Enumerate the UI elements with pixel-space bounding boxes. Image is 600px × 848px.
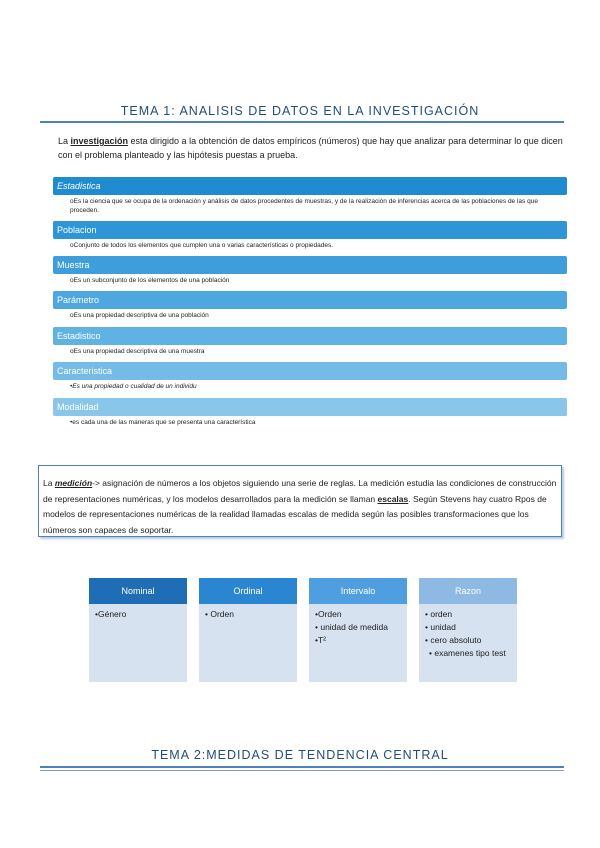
definition-desc: oEs la ciencia que se ocupa de la ordenación y análisis de datos procedentes de muestras, y de la realización de inferencias acerca de las poblaciones de las que proceden.	[70, 198, 538, 214]
definition-term-estadistico: Estadistico	[53, 327, 567, 345]
definition-term-muestra: Muestra	[53, 256, 567, 274]
tema2-divider-thin	[40, 770, 564, 771]
definition-desc: oEs una propiedad descriptiva de una muestra	[70, 348, 205, 355]
scale-item: • orden	[425, 609, 453, 619]
definition-term-estadistica: Estadistica	[53, 177, 567, 195]
intro-paragraph	[58, 134, 568, 162]
definition-desc: •Es una propiedad o cualidad de un individu	[70, 383, 197, 390]
scale-item: •Género	[95, 609, 127, 619]
tema1-divider	[40, 121, 564, 123]
intro-prefix: La	[58, 136, 71, 146]
medicion-box: La medición-> asignación de números a los objetos siguiendo una serie de reglas. La medición estudia las condiciones de construcción de representaciones numéricas, y los modelos desarrollados para la medición se llaman escalas. Según Stevens hay cuatro Rpos de modelos de representaciones numéricas de la realidad llamadas escalas de medida según las posibles transformaciones que los números son capaces de soportar.	[38, 465, 562, 537]
scale-item: •Orden	[315, 609, 342, 619]
tema2-title: TEMA 2:MEDIDAS DE TENDENCIA CENTRAL	[151, 748, 449, 762]
definition-desc: oEs una propiedad descriptiva de una población	[70, 312, 209, 319]
definition-desc: •es cada una de las maneras que se presenta una característica	[70, 419, 256, 426]
definition-term-modalidad: Modalidad	[53, 398, 567, 416]
definition-desc: oEs un subconjunto de los elementos de una población	[70, 277, 230, 284]
definition-desc: oConjunto de todos los elementos que cumplen una o varias características o propiedades.	[70, 242, 334, 249]
scale-body-razon	[419, 604, 517, 682]
scale-header-razon: Razon	[419, 578, 517, 604]
scale-item: • Orden	[205, 609, 234, 619]
medicion-keyword: medición	[54, 478, 93, 488]
scale-header-intervalo: Intervalo	[309, 578, 407, 604]
scale-item: •T²	[315, 635, 326, 645]
scale-item: • examenes tipo test	[429, 648, 506, 658]
definition-term-poblacion: Poblacion	[53, 221, 567, 239]
scale-body-intervalo	[309, 604, 407, 682]
scale-item: • cero absoluto	[425, 635, 482, 645]
scale-header-nominal: Nominal	[89, 578, 187, 604]
scale-body-nominal	[89, 604, 187, 682]
scale-item: • unidad	[425, 622, 456, 632]
intro-text: esta dirigido a la obtención de datos empíricos (números) que hay que analizar para determinar lo que dicen con el problema planteado y las hipótesis puestas a prueba.	[58, 136, 563, 160]
intro-keyword: investigación	[70, 136, 129, 146]
definition-term-caracteristica: Caracteristica	[53, 362, 567, 380]
tema2-divider	[40, 766, 564, 768]
scale-body-ordinal	[199, 604, 297, 682]
scale-item: • unidad de medida	[315, 622, 388, 632]
escalas-keyword: escalas	[377, 493, 409, 504]
definition-term-parametro: Parámetro	[53, 291, 567, 309]
scale-header-ordinal: Ordinal	[199, 578, 297, 604]
tema1-title: TEMA 1: ANALISIS DE DATOS EN LA INVESTIGACIÓN	[120, 104, 480, 118]
